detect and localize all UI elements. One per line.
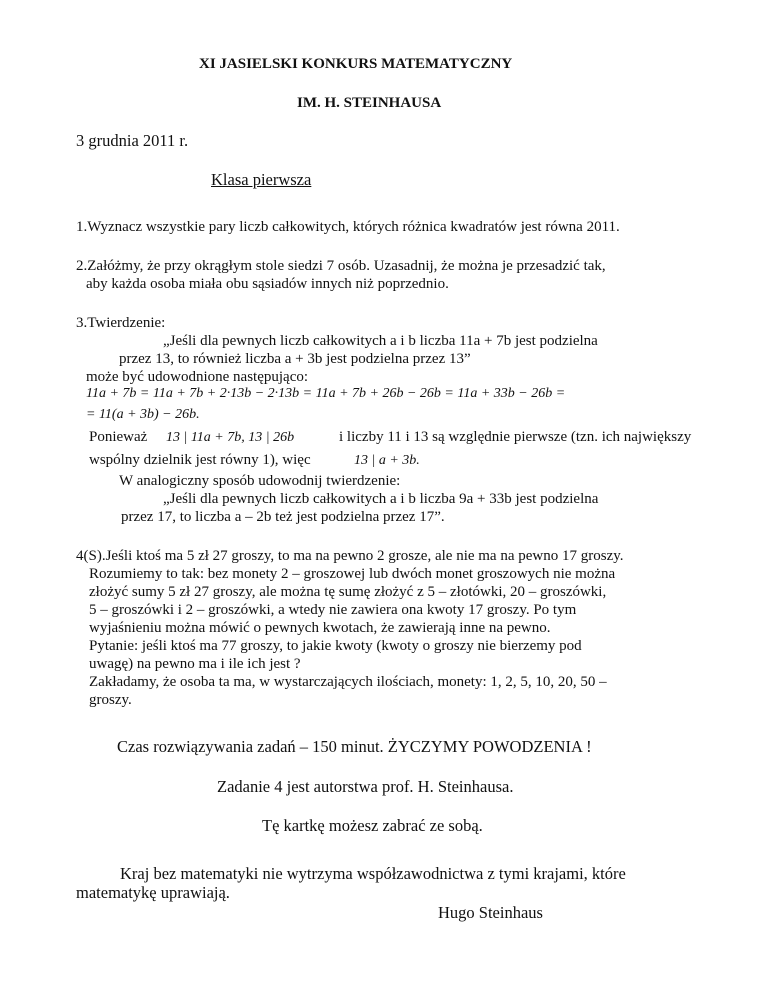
task-4-line-4: 5 – groszówki i 2 – groszówki, a wtedy nie zawiera ona kwoty 17 groszy. Po tym — [89, 602, 577, 618]
task-3-line-6-math: 13 | a + 3b. — [354, 453, 420, 468]
quote-line-1: Kraj bez matematyki nie wytrzyma współzawodnictwa z tymi krajami, które — [120, 864, 626, 883]
quote-line-2: matematykę uprawiają. — [76, 883, 230, 902]
task-3-line-2: „Jeśli dla pewnych liczb całkowitych a i b liczba 11a + 7b jest podzielna — [163, 333, 598, 349]
task-3-equation-1: 11a + 7b = 11a + 7b + 2·13b − 2·13b = 11a + 7b + 26b − 26b = 11a + 33b − 26b = — [86, 386, 566, 401]
task-4-line-7: uwagę) na pewno ma i ile ich jest ? — [89, 656, 301, 672]
task-3-line-5-prefix: Ponieważ — [89, 429, 148, 445]
task-3-line-4: może być udowodnione następująco: — [86, 369, 309, 385]
task-4-line-2: Rozumiemy to tak: bez monety 2 – groszowej lub dwóch monet groszowych nie można — [89, 566, 616, 582]
class-label: Klasa pierwsza — [211, 170, 312, 189]
task-2-line-1: 2.Załóżmy, że przy okrągłym stole siedzi 7 osób. Uzasadnij, że można je przesadzić tak, — [76, 258, 606, 274]
task-3-line-5-suffix: i liczby 11 i 13 są względnie pierwsze (tzn. ich największy — [339, 429, 692, 445]
date: 3 grudnia 2011 r. — [76, 131, 189, 150]
task-3-line-1: 3.Twierdzenie: — [76, 315, 166, 331]
task-4-line-8: Zakładamy, że osoba ta ma, w wystarczających ilościach, monety: 1, 2, 5, 10, 20, 50 – — [89, 674, 607, 690]
task-author-note: Zadanie 4 jest autorstwa prof. H. Steinhausa. — [217, 777, 514, 796]
task-3-equation-2: = 11(a + 3b) − 26b. — [86, 407, 200, 422]
take-sheet-note: Tę kartkę możesz zabrać ze sobą. — [262, 816, 483, 835]
task-4-line-5: wyjaśnieniu można mówić o pewnych kwotach, że zawierają inne na pewno. — [89, 620, 551, 636]
task-3-line-6-prefix: wspólny dzielnik jest równy 1), więc — [89, 452, 311, 468]
task-3-line-5-math: 13 | 11a + 7b, 13 | 26b — [166, 430, 295, 445]
task-1: 1.Wyznacz wszystkie pary liczb całkowitych, których różnica kwadratów jest równa 2011. — [76, 219, 620, 235]
task-4-line-9: groszy. — [89, 692, 132, 708]
time-and-wishes: Czas rozwiązywania zadań – 150 minut. ŻYCZYMY POWODZENIA ! — [117, 737, 592, 756]
contest-subtitle: IM. H. STEINHAUSA — [297, 95, 442, 111]
task-3-line-8: „Jeśli dla pewnych liczb całkowitych a i b liczba 9a + 33b jest podzielna — [163, 491, 599, 507]
task-4-line-6: Pytanie: jeśli ktoś ma 77 groszy, to jakie kwoty (kwoty o groszy nie bierzemy pod — [89, 638, 582, 654]
task-4-line-3: złożyć sumy 5 zł 27 groszy, ale można tę sumę złożyć z 5 – złotówki, 20 – groszówki, — [89, 584, 607, 600]
task-3-line-9: przez 17, to liczba a – 2b też jest podzielna przez 17”. — [121, 509, 445, 525]
quote-signature: Hugo Steinhaus — [438, 903, 543, 922]
task-3-line-7: W analogiczny sposób udowodnij twierdzenie: — [119, 473, 401, 489]
task-2-line-2: aby każda osoba miała obu sąsiadów innych niż poprzednio. — [86, 276, 449, 292]
task-3-line-3: przez 13, to również liczba a + 3b jest podzielna przez 13” — [119, 351, 471, 367]
contest-title: XI JASIELSKI KONKURS MATEMATYCZNY — [199, 56, 513, 72]
task-4-line-1: 4(S).Jeśli ktoś ma 5 zł 27 groszy, to ma na pewno 2 grosze, ale nie ma na pewno 17 groszy. — [76, 548, 624, 564]
